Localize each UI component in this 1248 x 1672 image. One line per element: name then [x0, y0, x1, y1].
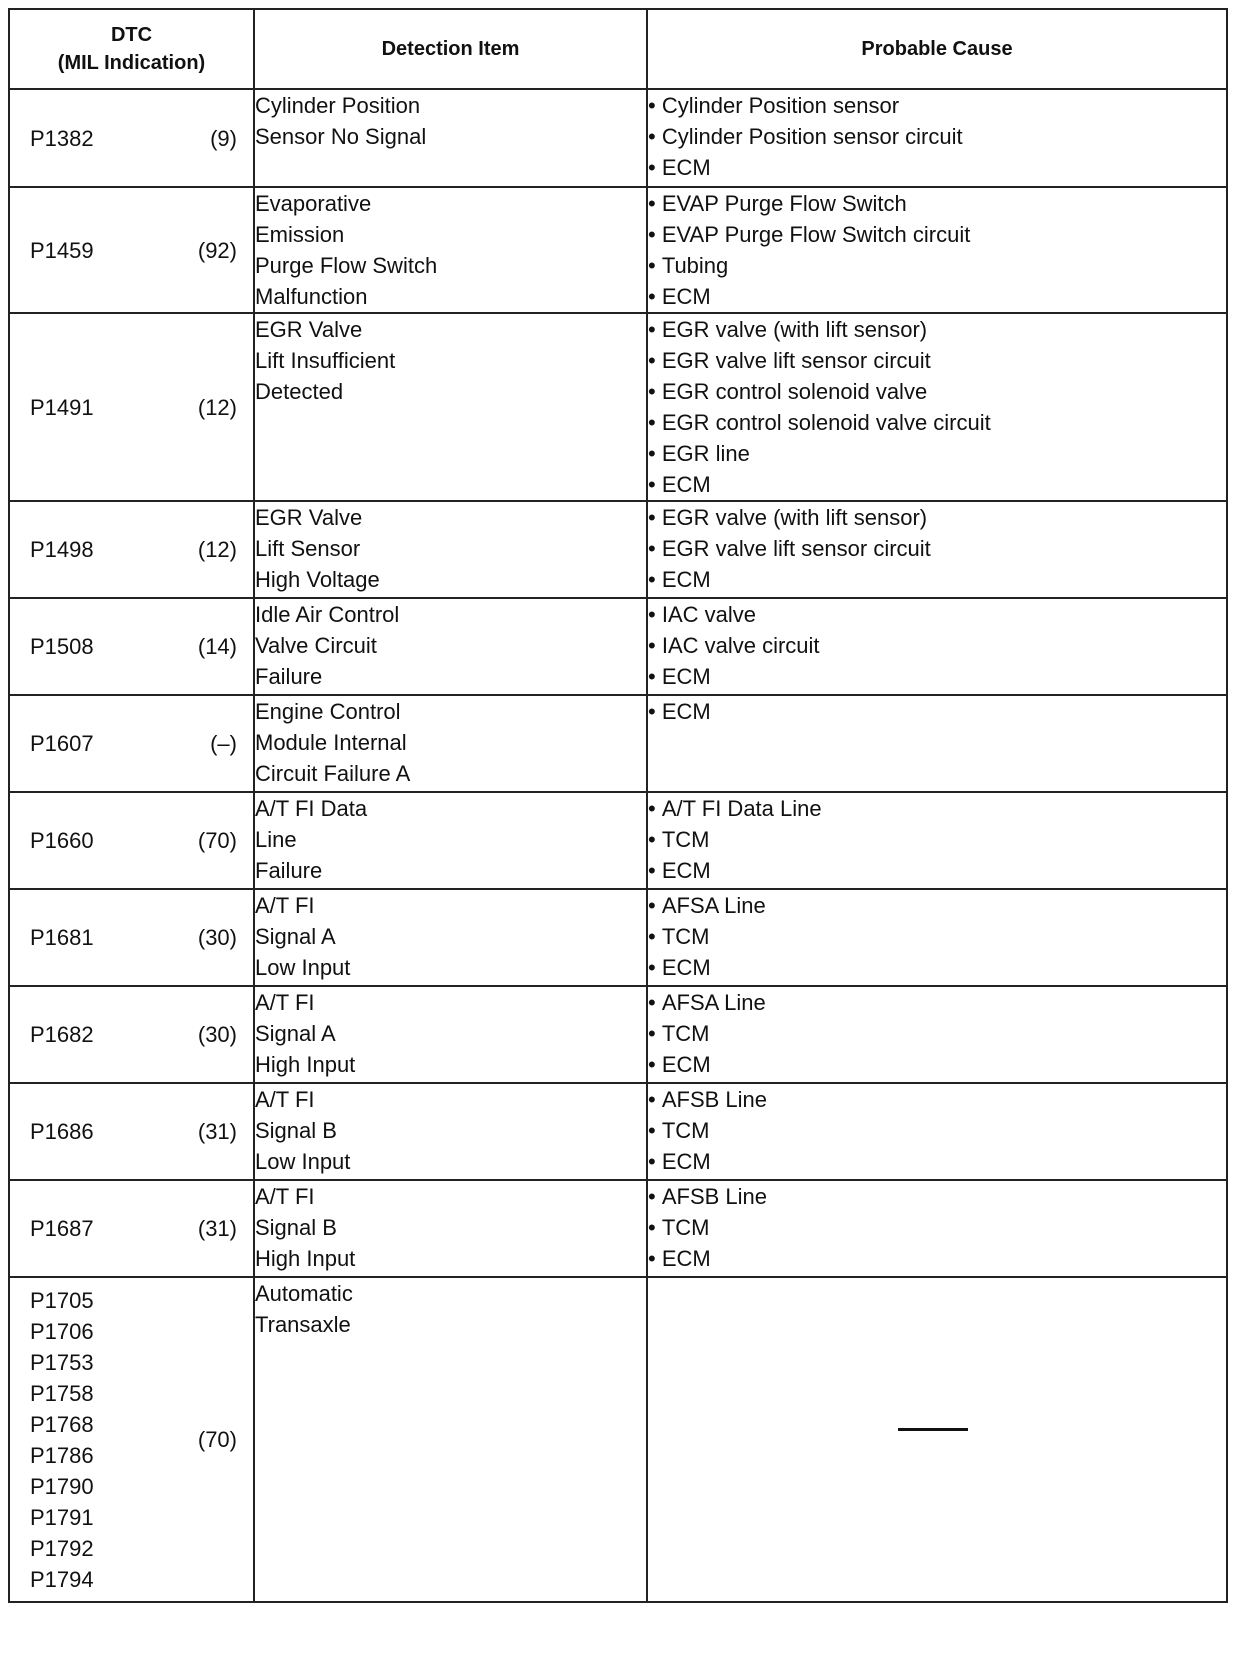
- detection-item-cell: [254, 1180, 647, 1277]
- table-row: [9, 792, 1227, 889]
- probable-cause-cell: [647, 501, 1227, 598]
- cause-item: • EGR control solenoid valve circuit: [648, 407, 1226, 438]
- dtc-cell-inner: [10, 1279, 253, 1601]
- dtc-code: P1706: [30, 1318, 94, 1344]
- cause-item: • ECM: [648, 1243, 1226, 1274]
- dtc-codes: [30, 534, 177, 565]
- detection-line: Low Input: [255, 955, 351, 980]
- dtc-codes: [30, 235, 177, 266]
- dtc-cell-inner: [10, 235, 253, 266]
- detection-line: Cylinder Position: [255, 93, 421, 118]
- cause-item: • EVAP Purge Flow Switch: [648, 188, 1226, 219]
- mil-indication: (70): [197, 828, 237, 853]
- dtc-cell-inner: [10, 1019, 253, 1050]
- mil-indication: (14): [197, 634, 237, 659]
- dtc-cell-inner: [10, 392, 253, 423]
- dtc-cell-inner: [10, 1213, 253, 1244]
- mil-indication: (–): [210, 731, 237, 756]
- cause-item: • EGR valve lift sensor circuit: [648, 345, 1226, 376]
- detection-line: Low Input: [255, 1149, 351, 1174]
- detection-item-cell: [254, 598, 647, 695]
- cause-item: • ECM: [648, 281, 1226, 312]
- cause-item: • TCM: [648, 824, 1226, 855]
- dtc-codes: [30, 1116, 177, 1147]
- detection-line: Malfunction: [255, 284, 368, 309]
- cause-item: • Tubing: [648, 250, 1226, 281]
- dtc-code: P1687: [30, 1216, 94, 1241]
- dtc-code: P1459: [30, 237, 94, 263]
- header-dtc: [9, 9, 254, 89]
- table-row: [9, 986, 1227, 1083]
- detection-line: Valve Circuit: [255, 633, 377, 658]
- probable-cause-cell: [647, 792, 1227, 889]
- dtc-code: P1753: [30, 1349, 94, 1375]
- dtc-code: P1660: [30, 828, 94, 853]
- detection-line: A/T FI Data: [255, 796, 368, 821]
- cause-item: • AFSB Line: [648, 1084, 1226, 1115]
- table-row: [9, 1083, 1227, 1180]
- detection-line: A/T FI: [255, 893, 315, 918]
- header-probable-cause: Probable Cause: [647, 9, 1227, 89]
- probable-cause-cell: [647, 313, 1227, 501]
- detection-line: Module Internal: [255, 730, 407, 755]
- probable-cause-cell: [647, 889, 1227, 986]
- dtc-code: P1786: [30, 1442, 94, 1468]
- dtc-cell: [9, 1083, 254, 1180]
- dtc-code: P1790: [30, 1473, 94, 1499]
- table-row: [9, 187, 1227, 313]
- dtc-codes: [30, 728, 177, 759]
- dtc-cell-inner: [10, 123, 253, 154]
- dtc-codes: [30, 825, 177, 856]
- table-row: [9, 695, 1227, 792]
- detection-line: EGR Valve: [255, 505, 363, 530]
- cause-item: • EVAP Purge Flow Switch circuit: [648, 219, 1226, 250]
- cause-item: • ECM: [648, 696, 1226, 727]
- dtc-codes: [30, 1019, 177, 1050]
- detection-line: Circuit Failure A: [255, 761, 411, 786]
- dtc-code: P1792: [30, 1535, 94, 1561]
- dtc-code: P1382: [30, 125, 94, 151]
- cause-item: • AFSA Line: [648, 987, 1226, 1018]
- table-row: [9, 889, 1227, 986]
- detection-line: Purge Flow Switch: [255, 253, 438, 278]
- cause-item: • Cylinder Position sensor: [648, 90, 1226, 121]
- table-row: [9, 89, 1227, 187]
- probable-cause-cell: [647, 1277, 1227, 1602]
- detection-line: Failure: [255, 664, 323, 689]
- cause-item: • ECM: [648, 152, 1226, 183]
- dtc-cell: [9, 598, 254, 695]
- dtc-cell-inner: [10, 728, 253, 759]
- detection-line: Idle Air Control: [255, 602, 400, 627]
- detection-item-cell: [254, 501, 647, 598]
- dtc-codes: [30, 922, 177, 953]
- probable-cause-cell: [647, 695, 1227, 792]
- cause-item: • EGR control solenoid valve: [648, 376, 1226, 407]
- mil-indication: (30): [197, 925, 237, 950]
- cause-item: • ECM: [648, 469, 1226, 500]
- mil-indication: (9): [210, 125, 237, 151]
- probable-cause-cell: [647, 986, 1227, 1083]
- dtc-code: P1758: [30, 1380, 94, 1406]
- dtc-code: P1681: [30, 925, 94, 950]
- cause-item: • EGR line: [648, 438, 1226, 469]
- detection-item-cell: [254, 889, 647, 986]
- dtc-codes: [30, 631, 177, 662]
- cause-item: • TCM: [648, 921, 1226, 952]
- cause-item: • A/T FI Data Line: [648, 793, 1226, 824]
- dtc-cell: [9, 792, 254, 889]
- detection-line: High Voltage: [255, 567, 380, 592]
- detection-item-cell: [254, 1277, 647, 1602]
- mil-indication: (92): [197, 237, 237, 263]
- dtc-cell: [9, 695, 254, 792]
- detection-line: Automatic: [255, 1281, 353, 1306]
- dtc-code: P1794: [30, 1566, 94, 1592]
- dtc-code: P1508: [30, 634, 94, 659]
- header-dtc-label: DTC: [110, 24, 153, 46]
- cause-item: • IAC valve circuit: [648, 630, 1226, 661]
- dtc-code: P1791: [30, 1504, 94, 1530]
- dtc-code: P1768: [30, 1411, 94, 1437]
- dtc-code: P1705: [30, 1287, 94, 1313]
- dtc-table: [8, 8, 1228, 1603]
- cause-item: • ECM: [648, 1146, 1226, 1177]
- detection-line: A/T FI: [255, 990, 315, 1015]
- probable-cause-cell: [647, 1180, 1227, 1277]
- detection-item-cell: [254, 792, 647, 889]
- cause-item: • Cylinder Position sensor circuit: [648, 121, 1226, 152]
- detection-line: High Input: [255, 1052, 356, 1077]
- mil-indication: (31): [197, 1119, 237, 1144]
- header-mil-label: (MIL Indication): [57, 52, 206, 74]
- probable-cause-cell: [647, 187, 1227, 313]
- dtc-code: P1498: [30, 537, 94, 562]
- detection-line: Signal B: [255, 1118, 337, 1143]
- cause-item: • EGR valve (with lift sensor): [648, 502, 1226, 533]
- dtc-codes: [30, 123, 177, 154]
- detection-item-cell: [254, 695, 647, 792]
- mil-indication: (31): [197, 1216, 237, 1241]
- cause-item: • AFSA Line: [648, 890, 1226, 921]
- table-row: [9, 598, 1227, 695]
- probable-cause-cell: [647, 1083, 1227, 1180]
- dash-mark: [898, 1428, 968, 1431]
- dtc-cell-inner: [10, 631, 253, 662]
- dtc-cell: [9, 313, 254, 501]
- detection-item-cell: [254, 187, 647, 313]
- dtc-code: P1491: [30, 394, 94, 420]
- dtc-cell-inner: [10, 1116, 253, 1147]
- detection-line: Evaporative: [255, 191, 372, 216]
- detection-line: Lift Sensor: [255, 536, 361, 561]
- cause-item: • ECM: [648, 855, 1226, 886]
- cause-item: • TCM: [648, 1115, 1226, 1146]
- detection-line: Emission: [255, 222, 345, 247]
- detection-item-cell: [254, 986, 647, 1083]
- header-detection-item: Detection Item: [254, 9, 647, 89]
- detection-item-cell: [254, 89, 647, 187]
- cause-item: • EGR valve (with lift sensor): [648, 314, 1226, 345]
- mil-indication: (30): [197, 1022, 237, 1047]
- dtc-cell: [9, 1277, 254, 1602]
- cause-item: • ECM: [648, 952, 1226, 983]
- dtc-cell: [9, 187, 254, 313]
- detection-line: Signal A: [255, 924, 336, 949]
- dtc-cell-inner: [10, 825, 253, 856]
- detection-line: Transaxle: [255, 1312, 351, 1337]
- detection-line: Lift Insufficient: [255, 348, 396, 373]
- dtc-cell: [9, 889, 254, 986]
- probable-cause-cell: [647, 89, 1227, 187]
- detection-line: Failure: [255, 858, 323, 883]
- probable-cause-cell: [647, 598, 1227, 695]
- detection-line: Signal A: [255, 1021, 336, 1046]
- mil-indication: (70): [197, 1427, 237, 1452]
- mil-indication: (12): [197, 537, 237, 562]
- detection-line: Detected: [255, 379, 344, 404]
- mil-indication: (12): [197, 394, 237, 420]
- dtc-codes: [30, 392, 177, 423]
- cause-item: • ECM: [648, 564, 1226, 595]
- detection-line: Sensor No Signal: [255, 124, 427, 149]
- cause-item: • TCM: [648, 1018, 1226, 1049]
- cause-item: • ECM: [648, 661, 1226, 692]
- header-row: [9, 9, 1227, 89]
- dtc-cell: [9, 89, 254, 187]
- detection-item-cell: [254, 313, 647, 501]
- detection-line: Engine Control: [255, 699, 401, 724]
- dtc-cell-inner: [10, 922, 253, 953]
- table-row: [9, 1180, 1227, 1277]
- detection-line: Line: [255, 827, 297, 852]
- dtc-codes: [30, 1285, 177, 1595]
- dtc-cell: [9, 986, 254, 1083]
- dtc-cell-inner: [10, 534, 253, 565]
- detection-item-cell: [254, 1083, 647, 1180]
- cause-item: • ECM: [648, 1049, 1226, 1080]
- dtc-code: P1686: [30, 1119, 94, 1144]
- detection-line: EGR Valve: [255, 317, 363, 342]
- detection-line: A/T FI: [255, 1184, 315, 1209]
- cause-item: • TCM: [648, 1212, 1226, 1243]
- table-row: [9, 313, 1227, 501]
- dtc-codes: [30, 1213, 177, 1244]
- dtc-code: P1682: [30, 1022, 94, 1047]
- table-row: [9, 501, 1227, 598]
- dtc-cell: [9, 1180, 254, 1277]
- dtc-cell: [9, 501, 254, 598]
- cause-item: • EGR valve lift sensor circuit: [648, 533, 1226, 564]
- detection-line: High Input: [255, 1246, 356, 1271]
- cause-item: • IAC valve: [648, 599, 1226, 630]
- cause-item: • AFSB Line: [648, 1181, 1226, 1212]
- dtc-code: P1607: [30, 731, 94, 756]
- detection-line: Signal B: [255, 1215, 337, 1240]
- detection-line: A/T FI: [255, 1087, 315, 1112]
- table-row: [9, 1277, 1227, 1602]
- table-body: [9, 89, 1227, 1602]
